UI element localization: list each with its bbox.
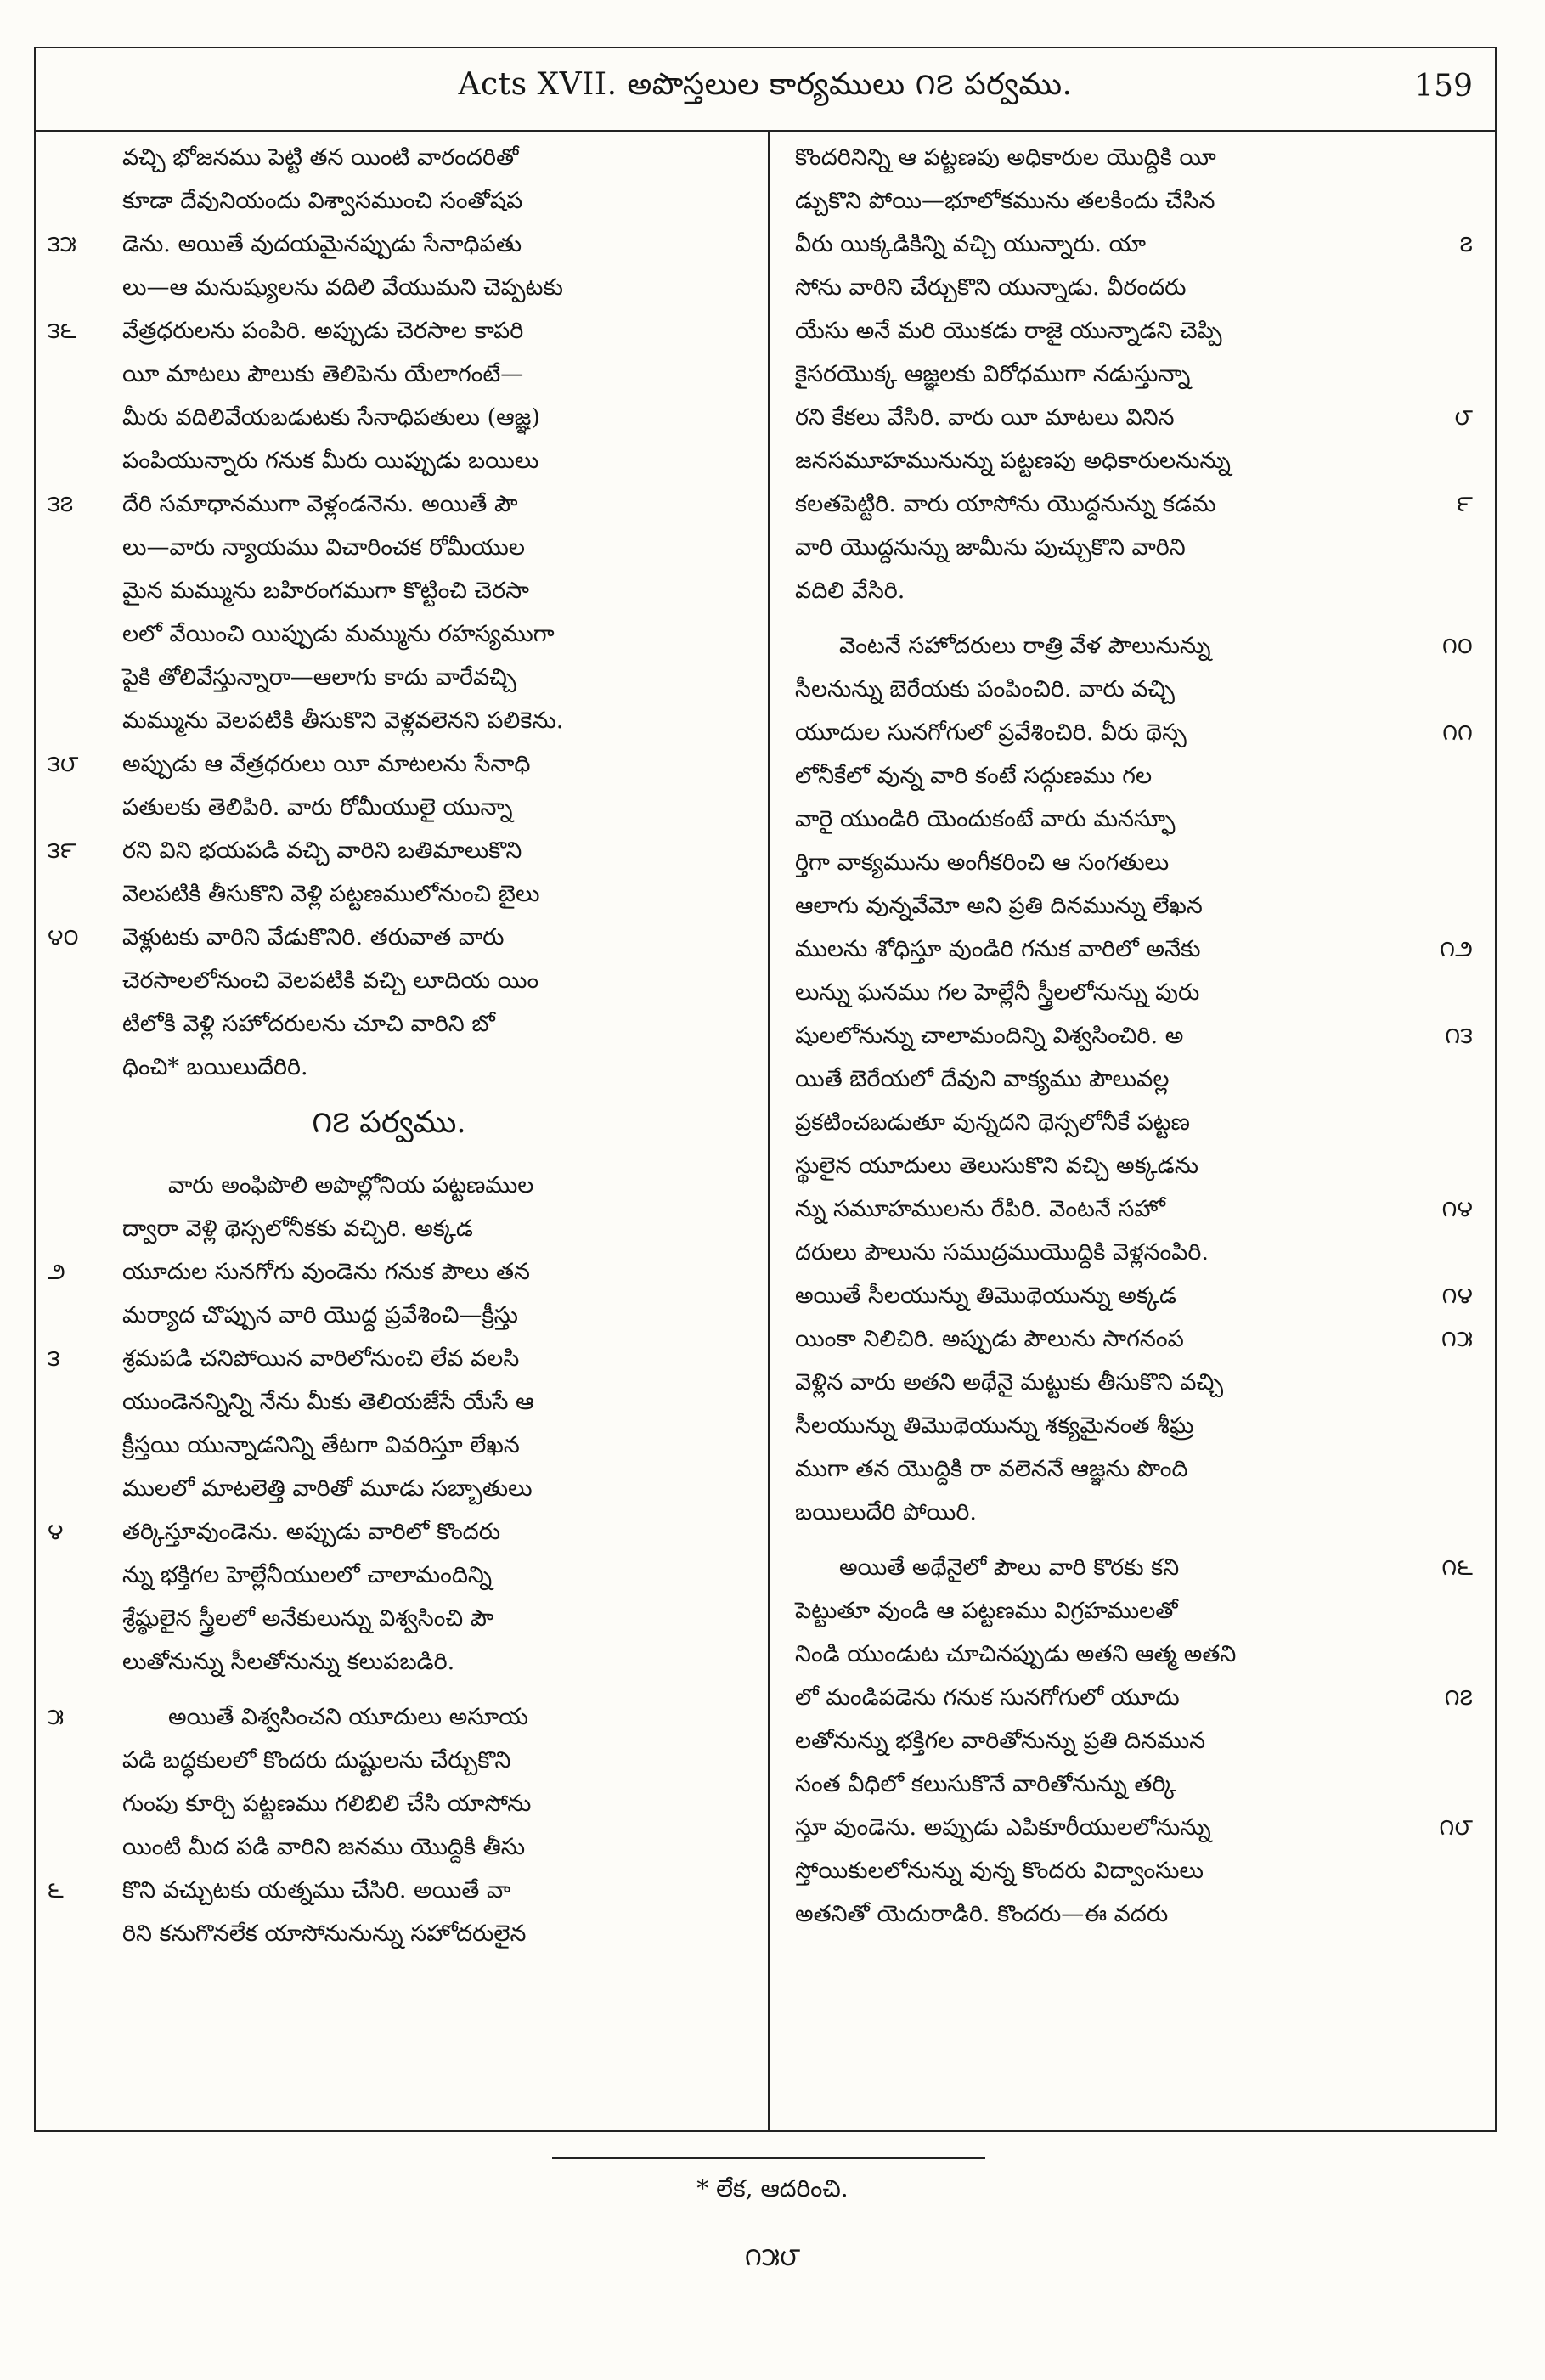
text-line [41,396,737,439]
line-text: తర్కిస్తూవుండెను. అప్పుడు వారిలో కొందరు [122,1519,501,1545]
line-text: వెంటనే సహోదరులు రాత్రి వేళ పౌలునున్ను [839,633,1211,659]
running-header [34,47,1497,132]
text-line [41,1467,737,1510]
left-paragraph-3 [41,1695,737,1955]
verse-number: ౬ [48,1877,64,1903]
text-line [41,829,737,872]
line-text: అప్పుడు ఆ వేత్రధరులు యీ మాటలను సేనాధి [122,751,531,777]
text-line [780,1491,1476,1534]
text-line [41,1782,737,1825]
line-text: వారి యొద్దనున్ను జామీను పుచ్చుకొని వారిని [795,534,1186,561]
line-text: పంపియున్నారు గనుక మీరు యిప్పుడు బయిలు [122,448,539,474]
text-line [41,136,737,179]
line-text: వెళ్లిన వారు అతని అథేనై మట్టుకు తీసుకొని వచ్చి [795,1369,1224,1396]
running-title: Acts XVII. అపొస్తలుల కార్యములు ౧౭ పర్వము. [458,67,1073,102]
text-line [780,136,1476,179]
text-line [780,266,1476,309]
column-divider [768,132,770,2132]
text-line [780,526,1476,569]
text-line [41,786,737,829]
line-text: వదిలి వేసిరి. [795,578,905,604]
line-text: వారు అంఫిపొలి అపొల్లోనియ పట్టణముల [168,1172,534,1198]
line-text: ర్తిగా వాక్యమును అంగీకరించి ఆ సంగతులు [795,849,1170,876]
line-text: మర్యాద చొప్పున వారి యొద్ద ప్రవేశించి—క్రీస్తు [122,1302,518,1328]
line-text: పెట్టుతూ వుండి ఆ పట్టణము విగ్రహములతో [795,1598,1178,1624]
line-text: లున్ను ఘనము గల హెల్లేనీ స్త్రీలలోనున్ను పురు [795,979,1200,1006]
text-line [780,1589,1476,1633]
line-text: వీరు యిక్కడికిన్ని వచ్చి యున్నారు. యా [795,231,1147,257]
verse-number: ౧౪ [1441,1283,1473,1309]
line-text: వెళ్లుటకు వారిని వేడుకొనిరి. తరువాత వారు [122,924,505,950]
line-text: డెను. అయితే వుదయమైనప్పుడు సేనాధిపతు [122,231,522,257]
text-line [41,1739,737,1782]
text-line [41,1869,737,1912]
line-text: షులలోనున్ను చాలామందిన్ని విశ్వసించిరి. అ [795,1023,1184,1049]
line-text: అయితే అథేనైలో పౌలు వారి కొరకు కని [839,1554,1180,1581]
line-text: ప్రకటించబడుతూ వున్నదని థెస్సలోనీకే పట్టణ [795,1109,1190,1136]
text-line [41,656,737,699]
line-text: అయితే సీలయున్ను తిమొథెయున్ను అక్కడ [795,1283,1176,1309]
paragraph-gap [780,612,1476,624]
verse-number: ౪ [48,1519,64,1545]
line-text: కైసరయొక్క ఆజ్ఞలకు విరోధముగా నడుస్తున్నా [795,361,1191,387]
text-line [41,1250,737,1294]
line-text: క్రీస్తయి యున్నాడనిన్ని తేటగా వివరిస్తూ లేఖన [122,1432,520,1458]
line-text: లోనీకేలో వున్న వారి కంటే సద్గుణము గల [795,763,1153,789]
line-text: సీలయున్ను తిమొథెయున్ను శక్యమైనంత శీఘ్ర [795,1413,1194,1439]
text-line [780,1144,1476,1187]
verse-number: ౧౦ [1441,633,1473,659]
footnote: * లేక, ఆదరించి. [696,2174,849,2202]
verse-number: ౭ [1459,231,1473,257]
left-paragraph-2 [41,1164,737,1683]
verse-number: ౧౬ [1441,1554,1473,1581]
line-text: జనసమూహమునున్ను పట్టణపు అధికారులనున్ను [795,448,1231,474]
line-text: దరులు పౌలును సముద్రముయొద్దికి వెళ్లనంపిరి. [795,1239,1209,1266]
line-text: శ్రేష్ఠులైన స్త్రీలలో అనేకులున్ను విశ్వసించి పౌ [122,1605,494,1632]
text-line [41,526,737,569]
line-text: రని విని భయపడి వచ్చి వారిని బతిమాలుకొని [122,838,522,864]
verse-number: ౩౮ [48,751,79,777]
line-text: సోను వారిని చేర్చుకొని యున్నాడు. వీరందరు [795,274,1187,301]
line-text: యీ మాటలు పౌలుకు తెలిపెను యేలాగంటే— [122,361,524,387]
line-text: యితే బెరేయలో దేవుని వాక్యము పౌలువల్ల [795,1066,1170,1092]
chapter-heading: ౧౭ పర్వము. [312,1105,466,1140]
text-line [41,223,737,266]
line-text: దేరి సమాధానముగా వెళ్లండనెను. అయితే పౌ [122,491,518,517]
line-text: చెరసాలలోనుంచి వెలపటికి వచ్చి లూదియ యిం [122,967,539,994]
text-line [780,1404,1476,1447]
text-line [780,1806,1476,1849]
line-text: కొందరినిన్ని ఆ పట్టణపు అధికారుల యొద్దికి యీ [795,144,1216,171]
line-text: మీరు వదిలివేయబడుటకు సేనాధిపతులు (ఆజ్ఞ) [122,404,540,431]
text-line [41,1294,737,1337]
line-text: వెలపటికి తీసుకొని వెళ్లి పట్టణములోనుంచి బైలు [122,881,540,907]
text-line [780,309,1476,352]
text-line [41,1164,737,1207]
right-paragraph-1 [780,136,1476,612]
line-text: అతనితో యెదురాడిరి. కొందరు—ఈ వదరు [795,1901,1169,1927]
verse-number: ౩౬ [48,318,76,344]
signature-mark: ౧౫౮ [744,2242,801,2272]
text-line [780,396,1476,439]
line-text: సీలనున్ను బెరేయకు పంపించిరి. వారు వచ్చి [795,676,1175,702]
text-line [41,439,737,482]
line-text: కొని వచ్చుటకు యత్నము చేసిరి. అయితే వా [122,1877,511,1903]
line-text: యూదుల సునగోగు వుండెను గనుక పౌలు తన [122,1259,531,1285]
verse-number: ౧౪ [1441,1196,1473,1222]
text-line [780,482,1476,526]
line-text: నిండి యుండుట చూచినప్పుడు అతని ఆత్మ అతని [795,1641,1237,1667]
line-text: ముగా తన యొద్దికి రా వలెననే ఆజ్ఞను పొంది [795,1456,1188,1482]
text-line [780,1231,1476,1274]
verse-number: ౫ [48,1704,65,1730]
text-line [41,1337,737,1380]
text-line [41,872,737,916]
text-line [780,1849,1476,1892]
text-line [41,352,737,396]
line-text: కూడా దేవునియందు విశ్వాసముంచి సంతోషప [122,188,523,214]
line-text: లు—ఆ మనుష్యులను వదిలి వేయుమని చెప్పటకు [122,274,563,301]
text-line [41,1695,737,1739]
text-line [41,1046,737,1089]
verse-number: ౯ [1457,491,1473,517]
paragraph-gap [41,1683,737,1695]
text-line [780,754,1476,798]
verse-number: ౮ [1454,404,1473,431]
text-line [780,1546,1476,1589]
line-text: మమ్మును వెలపటికి తీసుకొని వెళ్లవలెనని పలికెను. [122,708,564,734]
line-text: లో మండిపడెను గనుక సునగోగులో యూదు [795,1684,1180,1711]
text-line [780,439,1476,482]
verse-number: ౧౩ [1445,1023,1473,1049]
line-text: లు—వారు న్యాయము విచారించక రోమీయుల [122,534,526,561]
text-line [41,1380,737,1424]
verse-number: ౩౭ [48,491,74,517]
text-line [780,1361,1476,1404]
text-line [780,1057,1476,1101]
text-line [780,711,1476,754]
line-text: టిలోకి వెళ్లి సహోదరులను చూచి వారిని బో [122,1011,495,1037]
text-line [41,266,737,309]
text-line [780,179,1476,223]
right-column [780,136,1476,2132]
verse-number: ౧౧ [1442,719,1473,746]
paragraph-gap [780,1534,1476,1546]
text-line [780,798,1476,841]
text-line [41,482,737,526]
text-line [780,569,1476,612]
text-line [41,1554,737,1597]
line-text: పతులకు తెలిపిరి. వారు రోమీయులై యున్నా [122,794,513,821]
line-text: రిని కనుగొనలేక యాసోనునున్ను సహోదరులైన [122,1920,527,1947]
text-line [780,352,1476,396]
line-text: వేత్రధరులను పంపిరి. అప్పుడు చెరసాల కాపరి [122,318,524,344]
text-line [41,1912,737,1955]
left-paragraph-1 [41,136,737,1089]
line-text: అయితే విశ్వసించని యూదులు అసూయ [168,1704,528,1730]
verse-number: ౧౨ [1440,936,1473,962]
line-text: ములలో మాటలెత్తి వారితో మూడు సబ్బాతులు [122,1475,533,1502]
line-text: రని కేకలు వేసిరి. వారు యీ మాటలు వినిన [795,404,1175,431]
text-line [780,1187,1476,1231]
text-line [780,1633,1476,1676]
line-text: యింటి మీద పడి వారిని జనము యొద్దికి తీసు [122,1834,526,1860]
text-line [41,1207,737,1250]
line-text: లతోనున్ను భక్తిగల వారితోనున్ను ప్రతి దినమున [795,1728,1206,1754]
text-line [780,1317,1476,1361]
line-text: బయిలుదేరి పోయిరి. [795,1499,977,1526]
right-paragraph-3 [780,1546,1476,1936]
text-line [780,1447,1476,1491]
text-line [41,612,737,656]
line-text: పైకి తోలివేస్తున్నారా—ఆలాగు కాదు వారేవచ్చి [122,664,516,691]
text-line [780,1719,1476,1762]
text-line [780,668,1476,711]
line-text: శ్రమపడి చనిపోయిన వారిలోనుంచి లేవ వలసి [122,1345,520,1372]
line-text: డ్చుకొని పోయి—భూలోకమును తలకిందు చేసిన [795,188,1215,214]
text-line [780,928,1476,971]
text-line [41,699,737,742]
right-paragraph-2 [780,624,1476,1534]
line-text: కలతపెట్టిరి. వారు యాసోను యొద్దనున్ను కడమ [795,491,1216,517]
text-line [780,884,1476,928]
text-line [41,1597,737,1640]
text-line [41,1002,737,1046]
text-line [41,1424,737,1467]
text-line [780,223,1476,266]
line-text: లలో వేయించి యిప్పుడు మమ్మును రహస్యముగా [122,621,555,647]
verse-number: ౩౯ [48,838,76,864]
verse-number: ౧౭ [1444,1684,1473,1711]
verse-number: ౪౦ [48,924,79,950]
text-line [780,841,1476,884]
left-column [41,136,737,2132]
text-line [41,1825,737,1869]
line-text: లుతోనున్ను సీలతోనున్ను కలుపబడిరి. [122,1649,455,1675]
line-text: స్తోయికులలోనున్ను వున్న కొందరు విద్వాంసులు [795,1858,1204,1884]
text-line [780,1892,1476,1936]
line-text: స్తూ వుండెను. అప్పుడు ఎపికూరీయులలోనున్ను [795,1814,1211,1841]
line-text: ద్వారా వెళ్లి థెస్సలోనీకకు వచ్చిరి. అక్కడ [122,1215,473,1242]
line-text: గుంపు కూర్చి పట్టణము గలిబిలి చేసి యాసోను [122,1791,532,1817]
line-text: యింకా నిలిచిరి. అప్పుడు పౌలును సాగనంప [795,1326,1184,1352]
text-line [41,1510,737,1554]
text-line [780,624,1476,668]
line-text: ఆలాగు వున్నవేమో అని ప్రతి దినమున్ను లేఖన [795,893,1203,919]
text-line [41,309,737,352]
line-text: ధించి* బయిలుదేరిరి. [122,1054,308,1080]
text-line [780,1014,1476,1057]
line-text: పడి బద్ధకులలో కొందరు దుష్టులను చేర్చుకొని [122,1747,511,1774]
text-line [41,742,737,786]
text-line [780,971,1476,1014]
verse-number: ౩౫ [48,231,76,257]
text-line [41,916,737,959]
verse-number: ౨ [48,1259,65,1285]
verse-number: ౩ [48,1345,60,1372]
page-number: 159 [1414,69,1473,104]
line-text: యుండెనన్నిన్ని నేను మీకు తెలియజేసే యేసే ఆ [122,1389,534,1415]
line-text: స్థులైన యూదులు తెలుసుకొని వచ్చి అక్కడను [795,1153,1198,1179]
line-text: మైన మమ్మును బహిరంగముగా కొట్టించి చెరసా [122,578,529,604]
line-text: న్ను భక్తిగల హెల్లేనీయులలో చాలామందిన్ని [122,1562,493,1588]
text-line [41,1640,737,1683]
text-line [41,569,737,612]
line-text: యేసు అనే మరి యొకడు రాజై యున్నాడని చెప్పి [795,318,1222,344]
text-line [780,1762,1476,1806]
line-text: న్ను సమూహములను రేపిరి. వెంటనే సహో [795,1196,1165,1222]
text-line [780,1101,1476,1144]
text-line [780,1676,1476,1719]
verse-number: ౧౫ [1441,1326,1473,1352]
footnote-rule [552,2157,985,2159]
text-line [780,1274,1476,1317]
verse-number: ౧౮ [1439,1814,1473,1841]
text-line [41,959,737,1002]
line-text: యూదుల సునగోగులో ప్రవేశించిరి. వీరు థెస్స [795,719,1187,746]
line-text: సంత వీధిలో కలుసుకొనే వారితోనున్ను తర్కి [795,1771,1177,1797]
line-text: వారై యుండిరి యెందుకంటే వారు మనస్ఫూ [795,806,1176,832]
line-text: వచ్చి భోజనము పెట్టి తన యింటి వారందరితో [122,144,519,171]
line-text: ములను శోధిస్తూ వుండిరి గనుక వారిలో అనేకు [795,936,1201,962]
text-line [41,179,737,223]
